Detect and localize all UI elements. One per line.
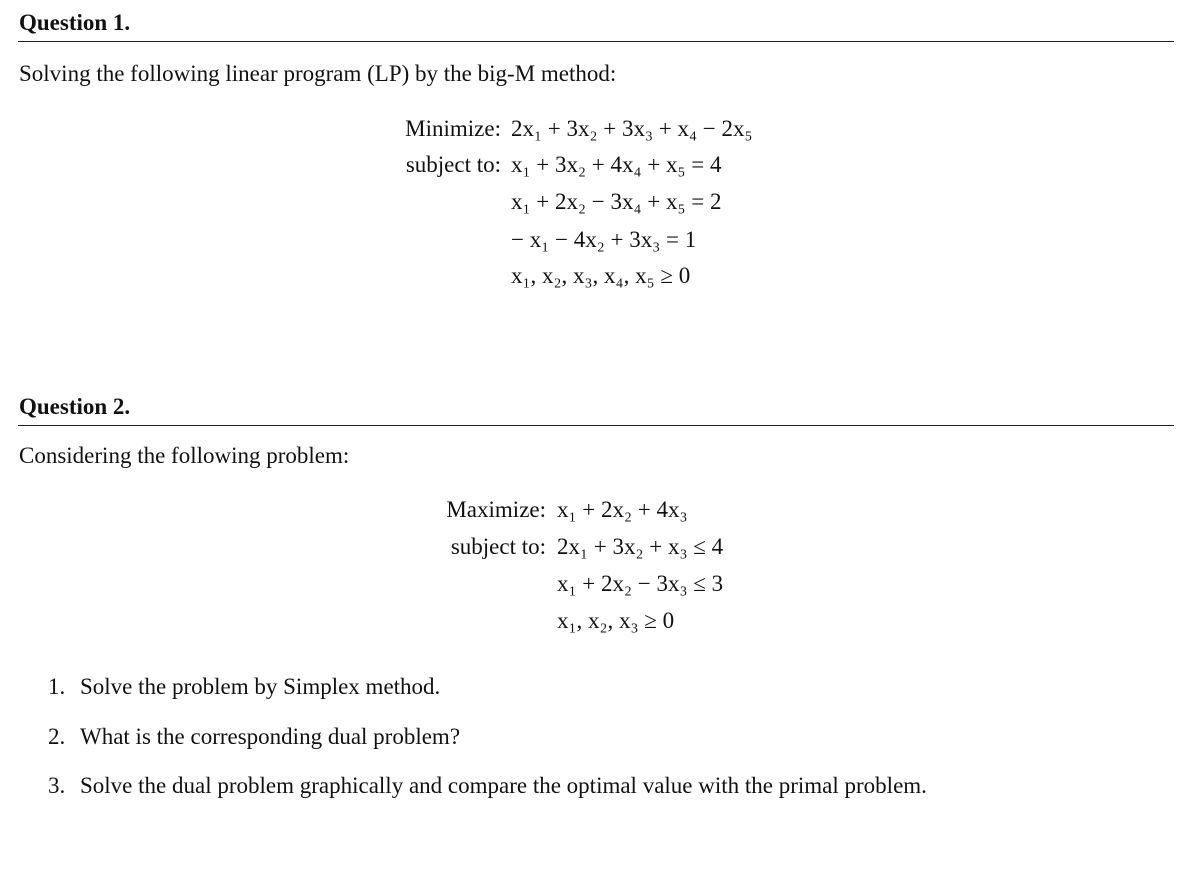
task-text: What is the corresponding dual problem?	[80, 724, 461, 749]
q1-nonnegativity: x₁, x₂, x₃, x₄, x₅ ≥ 0	[511, 263, 691, 288]
question-2-divider	[18, 425, 1174, 426]
question-1-divider	[18, 41, 1174, 42]
task-number: 1.	[48, 674, 66, 699]
task-text: Solve the problem by Simplex method.	[80, 674, 441, 699]
q2-constraints-label: subject to:	[450, 534, 546, 559]
question-1-intro: Solving the following linear program (LP) by the big-M method:	[19, 61, 617, 86]
q1-constraint-3: − x₁ − 4x₂ + 3x₃ = 1	[511, 227, 697, 252]
q2-nonnegativity: x₁, x₂, x₃ ≥ 0	[557, 608, 675, 633]
question-1-heading: Question 1.	[19, 10, 131, 35]
q1-objective-label: Minimize:	[405, 116, 501, 141]
task-text: Solve the dual problem graphically and compare the optimal value with the primal problem.	[80, 773, 927, 798]
question-2-intro: Considering the following problem:	[19, 443, 350, 468]
q2-objective: x₁ + 2x₂ + 4x₃	[557, 497, 688, 522]
task-number: 2.	[48, 724, 66, 749]
list-item	[48, 774, 927, 797]
q2-constraint-2: x₁ + 2x₂ − 3x₃ ≤ 3	[557, 571, 724, 596]
list-item	[48, 725, 460, 748]
list-item	[48, 675, 440, 698]
q1-objective: 2x₁ + 3x₂ + 3x₃ + x₄ − 2x₅	[511, 116, 753, 141]
q1-constraint-2: x₁ + 2x₂ − 3x₄ + x₅ = 2	[511, 189, 722, 214]
q1-constraints-label: subject to:	[405, 152, 501, 177]
question-2-heading: Question 2.	[19, 394, 131, 419]
q1-constraint-1: x₁ + 3x₂ + 4x₄ + x₅ = 4	[511, 152, 722, 177]
q2-constraint-1: 2x₁ + 3x₂ + x₃ ≤ 4	[557, 534, 724, 559]
task-number: 3.	[48, 773, 66, 798]
q2-objective-label: Maximize:	[446, 497, 546, 522]
